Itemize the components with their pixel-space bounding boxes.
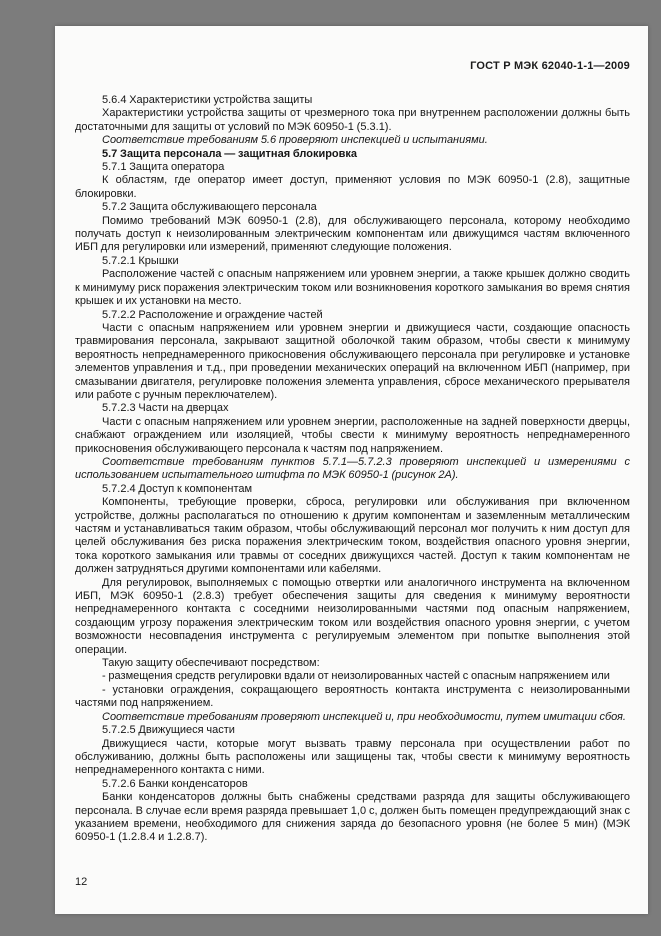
paragraph: Помимо требований МЭК 60950-1 (2.8), для обслуживающего персонала, которому необходимо получать доступ к неизолированным электрическим компонентам или движущимся частям включенного ИБП для регулировки или измерений, применяют следующие положения. — [75, 214, 630, 254]
page-number: 12 — [75, 876, 88, 888]
paragraph: Расположение частей с опасным напряжением или уровнем энергии, а также крышек должно сводить к минимуму риск поражения электрическим током или возникновения короткого замыкания во время снятия крышек и их установки на место. — [75, 268, 630, 308]
section-heading: 5.7 Защита персонала — защитная блокировка — [102, 147, 358, 160]
document-body — [75, 94, 630, 845]
section-heading: 5.7.2.6 Банки конденсаторов — [102, 777, 248, 790]
paragraph: Характеристики устройства защиты от чрезмерного тока при внутреннем расположении должны быть достаточными для защиты от условий по МЭК 60950-1 (5.3.1). — [75, 107, 630, 133]
document-page — [55, 26, 648, 914]
section-heading: 5.7.2.1 Крышки — [102, 254, 179, 267]
paragraph: Компоненты, требующие проверки, сброса, регулировки или обслуживания при включенном устройстве, должны располагаться по отношению к другим компонентам и заземленным металлическим частям и устанавливаться таким образом, чтобы обслуживающий персонал мог получить к ним доступ для целей обслуживания без риска поражения электрическим током, воздействия опасного уровня энергии, тока короткого замыкания или травмы от соседних движущихся частей. Доступ к таким компонентам не должен затрудняться другими компонентами или кабелями. — [75, 496, 630, 576]
list-item-dash: - размещения средств регулировки вдали от неизолированных частей с опасным напряжением или — [102, 670, 610, 683]
paragraph: К областям, где оператор имеет доступ, применяют условия по МЭК 60950-1 (2.8), защитные блокировки. — [75, 174, 630, 200]
section-heading: 5.7.2.2 Расположение и ограждение частей — [102, 308, 323, 321]
section-heading: 5.7.2.5 Движущиеся части — [102, 724, 235, 737]
paragraph: Части с опасным напряжением или уровнем энергии, расположенные на задней поверхности дверцы, снабжают ограждением или изоляцией, чтобы свести к минимуму вероятность непреднамеренного прикосновения обслуживающего персонала к частям под напряжением. — [75, 415, 630, 455]
paragraph: Банки конденсаторов должны быть снабжены средствами разряда для защиты обслуживающего персонала. В случае если время разряда превышает 1,0 с, должен быть помещен предупреждающий знак с указанием времени, необходимого для снижения заряда до безопасного уровня (не более 5 мин) (МЭК 60950-1 (1.2.8.4 и 1.2.8.7). — [75, 791, 630, 844]
section-heading: 5.7.2 Защита обслуживающего персонала — [102, 201, 317, 214]
section-heading: 5.7.2.3 Части на дверцах — [102, 402, 229, 415]
paragraph-compliance-note: Соответствие требованиям проверяют инспекцией и, при необходимости, путем имитации сбоя. — [102, 710, 626, 723]
section-heading: 5.7.2.4 Доступ к компонентам — [102, 482, 253, 495]
document-header-standard-number: ГОСТ Р МЭК 62040-1-1—2009 — [470, 60, 630, 72]
paragraph: Такую защиту обеспечивают посредством: — [102, 657, 320, 670]
section-heading: 5.6.4 Характеристики устройства защиты — [102, 94, 313, 106]
paragraph-compliance-note: Соответствие требованиям 5.6 проверяют инспекцией и испытаниями. — [102, 134, 488, 147]
paragraph: Для регулировок, выполняемых с помощью отвертки или аналогичного инструмента на включенном ИБП, МЭК 60950-1 (2.8.3) требует обеспечения защиты для сведения к минимуму вероятности непреднамеренного контакта с соседними неизолированными частями под опасным напряжением, создающим угрозу поражения электрическим током или воздействия опасного уровня энергии, с учетом возможности несовпадения инструмента с регулируемым элементом при попытке выполнения этой операции. — [75, 576, 630, 656]
paragraph-compliance-note: Соответствие требованиям пунктов 5.7.1—5.7.2.3 проверяют инспекцией и измерениями с использованием испытательного штифта по МЭК 60950-1 (рисунок 2А). — [75, 455, 630, 482]
section-heading: 5.7.1 Защита оператора — [102, 161, 225, 174]
paragraph: Движущиеся части, которые могут вызвать травму персонала при осуществлении работ по обслуживанию, должны быть расположены или защищены так, чтобы свести к минимуму вероятность непреднамеренного контакта с ними. — [75, 737, 630, 777]
list-item-dash: - установки ограждения, сокращающего вероятность контакта инструмента с неизолированными частями под напряжением. — [75, 683, 630, 710]
paragraph: Части с опасным напряжением или уровнем энергии и движущиеся части, создающие опасность травмирования персонала, закрывают защитной оболочкой таким образом, чтобы свести к минимуму вероятность непреднамеренного прикосновения обслуживающего персонала при регулировке и установке элементов управления и т.д., при проведении механических операций на включенном ИБП (например, при смазывании двигателя, регулировке положения элемента управления, сбросе механического прерывателя или работе с ручным переключателем). — [75, 321, 630, 401]
